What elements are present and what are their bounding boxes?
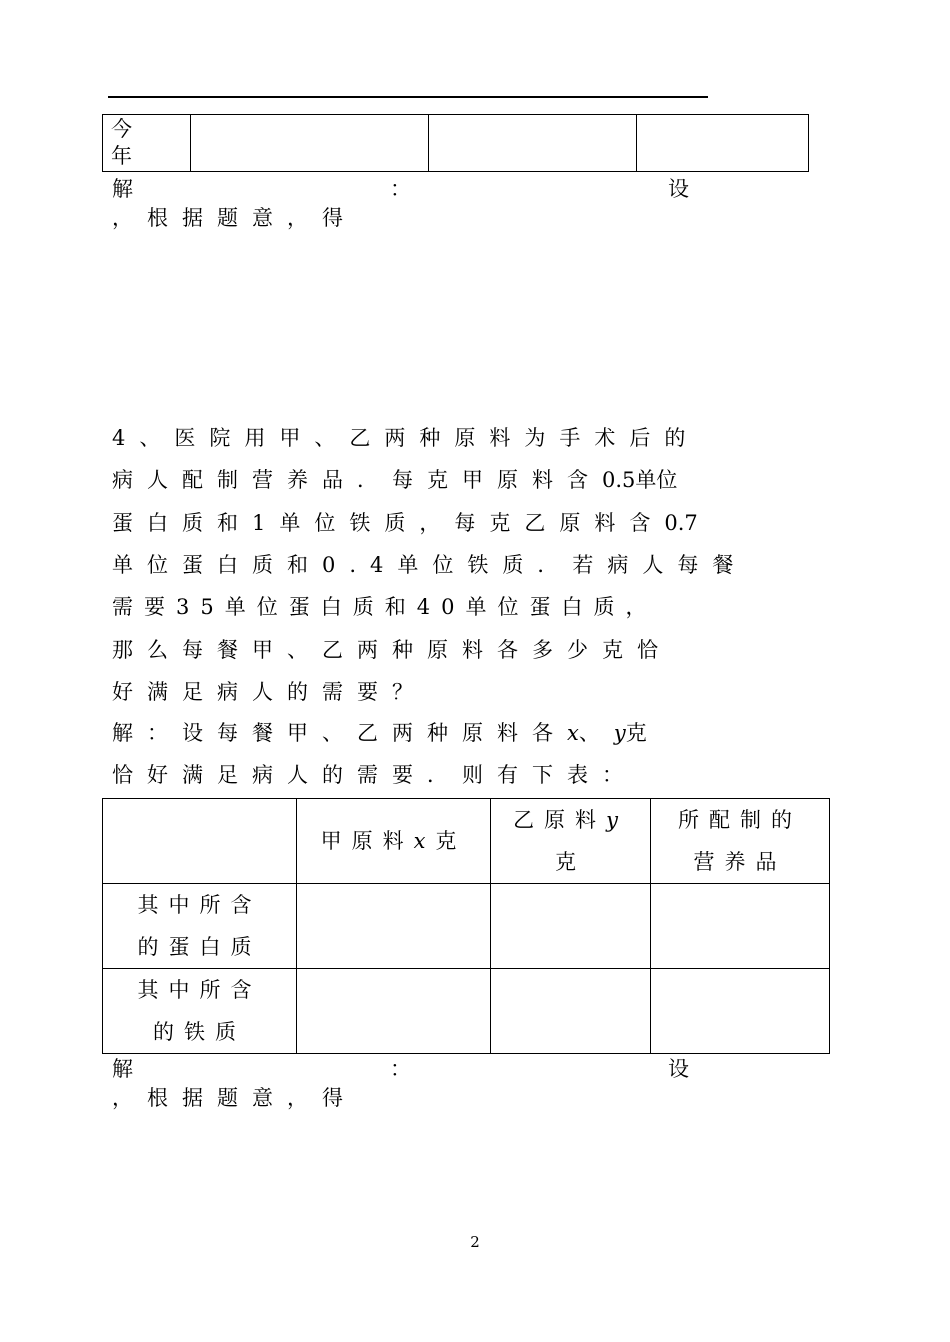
header-product-line2: 营养品 — [693, 850, 787, 874]
table-row-iron — [103, 969, 830, 1054]
problem4-line2 — [112, 467, 677, 493]
var-y: y — [613, 721, 626, 745]
header-cell-jia — [297, 799, 491, 884]
problem4-answer-line1 — [112, 720, 647, 746]
problem4-line2-text: 病人配制营养品．每克甲原料含 — [112, 468, 602, 492]
table-cell — [297, 884, 491, 969]
page-number: 2 — [470, 1233, 480, 1251]
row-label-line2: 年 — [111, 144, 132, 168]
header-cell-product — [651, 799, 830, 884]
table-cell — [491, 969, 651, 1054]
nutrition-table — [102, 798, 830, 1054]
header-cell-empty — [103, 799, 297, 884]
row-label-protein — [103, 884, 297, 969]
solution-a-jie: 解 — [112, 177, 133, 201]
problem4-line5: 需要35单位蛋白质和40单位蛋白质， — [112, 595, 658, 619]
row2-label-line2: 的铁质 — [153, 1020, 246, 1044]
solution-a-she: 设 — [668, 177, 689, 201]
problem4-line4-num: 0.4单位铁质．若病人每餐 — [322, 553, 748, 577]
row-label-iron — [103, 969, 297, 1054]
row1-label-line2: 的蛋白质 — [137, 935, 262, 959]
row-label-cell — [103, 115, 191, 172]
header-yi-unit: 克 — [555, 850, 586, 874]
answer-line1-text: 解：设每餐甲、乙两种原料各 — [112, 721, 567, 745]
solution-b-she: 设 — [668, 1057, 689, 1081]
table-cell — [637, 115, 809, 172]
table-cell — [651, 969, 830, 1054]
problem4-line2-num: 0.5单位 — [602, 468, 678, 492]
var-x: x — [567, 721, 579, 745]
solution-b-line2: ，根据题意，得 — [112, 1086, 357, 1110]
table-cell — [651, 884, 830, 969]
problem4-line3 — [112, 510, 698, 536]
header-jia-text: 甲原料 — [320, 829, 414, 853]
problem4-line4-text: 单位蛋白质和 — [112, 553, 322, 577]
table-header-row — [103, 799, 830, 884]
header-rule — [108, 96, 708, 98]
row-label-line1: 今 — [111, 117, 132, 141]
top-table — [102, 114, 809, 172]
unit-ke: 克 — [625, 721, 647, 745]
header-yi-text: 乙原料 — [513, 808, 607, 832]
header-jia-var: x — [413, 829, 436, 853]
table-row — [103, 115, 809, 172]
table-row-protein — [103, 884, 830, 969]
solution-b-jie: 解 — [112, 1057, 133, 1081]
problem4-line3-text: 蛋白质和 — [112, 511, 252, 535]
problem4-line6: 那么每餐甲、乙两种原料各多少克恰 — [112, 638, 672, 662]
header-cell-yi — [491, 799, 651, 884]
table-cell — [191, 115, 429, 172]
table-cell — [297, 969, 491, 1054]
solution-a-colon: ： — [390, 177, 411, 201]
problem4-line7: 好满足病人的需要？ — [112, 680, 427, 704]
solution-b-colon: ： — [390, 1057, 411, 1081]
row1-label-line1: 其中所含 — [137, 893, 262, 917]
problem4-answer-line2: 恰好满足病人的需要．则有下表： — [112, 763, 637, 787]
row2-label-line1: 其中所含 — [137, 978, 262, 1002]
header-yi-var: y — [606, 808, 628, 832]
problem4-line3-end: 0.7 — [664, 511, 698, 535]
header-jia-unit: 克 — [435, 829, 467, 853]
problem4-line1: 4、医院用甲、乙两种原料为手术后的 — [112, 426, 700, 450]
table-cell — [429, 115, 637, 172]
header-product-line1: 所配制的 — [678, 808, 802, 832]
table-cell — [491, 884, 651, 969]
separator: 、 — [578, 721, 614, 745]
problem4-line4 — [112, 552, 747, 578]
solution-a-line2: ，根据题意，得 — [112, 206, 357, 230]
problem4-line3-num: 1单位铁质，每克乙原料含 — [252, 511, 665, 535]
